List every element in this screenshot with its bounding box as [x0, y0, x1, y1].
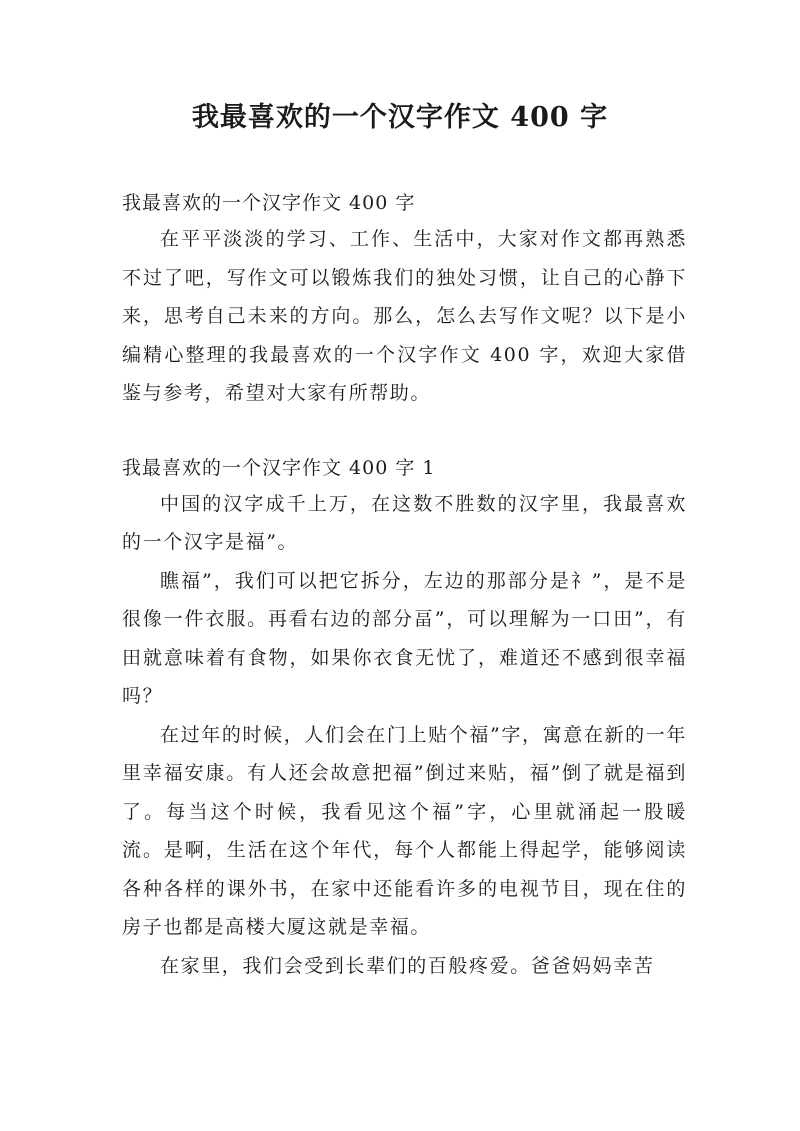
- body-paragraph-4: 在家里，我们会受到长辈们的百般疼爱。爸爸妈妈幸苦: [160, 954, 655, 977]
- body-paragraph-3: 在过年的时候，人们会在门上贴个福”字，寓意在新的一年里幸福安康。有人还会故意把福”倒过来贴，福”倒了就是福到了。每当这个时候，我看见这个福”字，心里就涌起一股暖流。是啊，生活在这个年代，每个人都能上得起学，能够阅读各种各样的课外书，在家中还能看许多的电视节目，现在住的房子也都是高楼大厦这就是幸福。: [122, 723, 687, 938]
- body-paragraph-2: 瞧福”，我们可以把它拆分，左边的那部分是礻”，是不是很像一件衣服。再看右边的部分畐”，可以理解为一口田”，有田就意味着有食物，如果你衣食无忧了，难道还不感到很幸福吗？: [122, 569, 687, 707]
- document-subtitle: 我最喜欢的一个汉字作文 400 字: [122, 192, 416, 214]
- intro-paragraph: 在平平淡淡的学习、工作、生活中，大家对作文都再熟悉不过了吧，写作文可以锻炼我们的独处习惯，让自己的心静下来，思考自己未来的方向。那么，怎么去写作文呢？以下是小编精心整理的我最喜欢的一个汉字作文 400 字，欢迎大家借鉴与参考，希望对大家有所帮助。: [122, 228, 687, 404]
- document-body: [122, 186, 687, 985]
- body-paragraph-1: 中国的汉字成千上万，在这数不胜数的汉字里，我最喜欢的一个汉字是福”。: [122, 492, 687, 553]
- document-title: 我最喜欢的一个汉字作文 400 字: [191, 102, 609, 133]
- section-heading: 我最喜欢的一个汉字作文 400 字 1: [122, 456, 436, 479]
